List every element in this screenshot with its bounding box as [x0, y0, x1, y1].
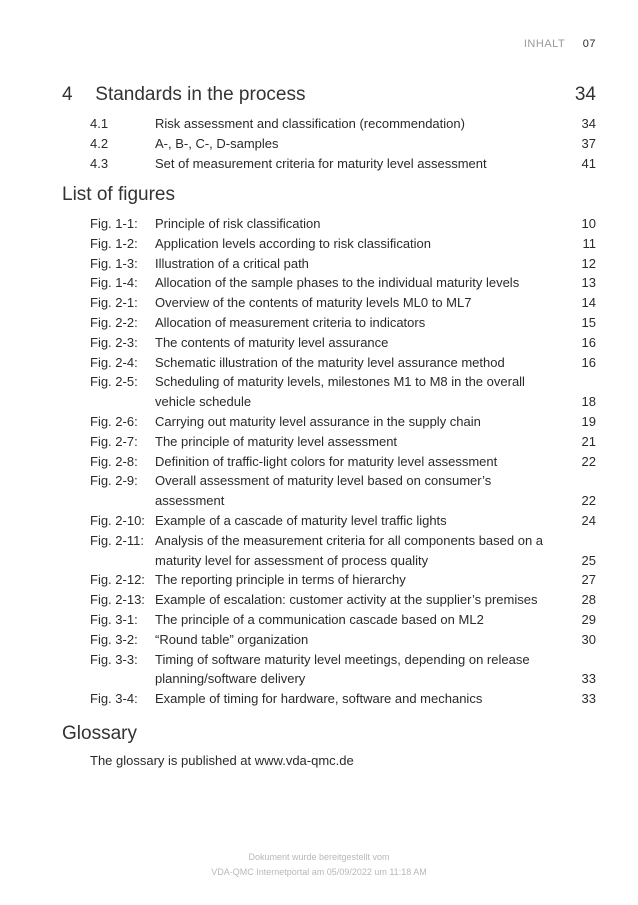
figure-entry[interactable] [90, 531, 596, 571]
figure-number: Fig. 1-3: [90, 255, 138, 271]
header-section-label: INHALT [523, 38, 566, 50]
figure-entry[interactable] [90, 650, 596, 690]
toc-section-entry[interactable] [90, 114, 596, 134]
figure-entry[interactable] [90, 214, 596, 234]
figure-title: The reporting principle in terms of hierarchy [155, 572, 406, 588]
glossary-text: The glossary is published at www.vda-qmc.de [90, 753, 354, 768]
figure-entry[interactable] [90, 353, 596, 373]
glossary-heading: Glossary [62, 723, 137, 744]
figure-page: 29 [581, 611, 596, 627]
list-of-figures-heading: List of figures [62, 184, 175, 205]
chapter-title: Standards in the process [95, 84, 306, 105]
figure-page: 33 [581, 691, 596, 707]
section-title: Risk assessment and classification (recommendation) [155, 116, 465, 131]
figure-page: 22 [581, 493, 596, 509]
figure-page: 16 [581, 354, 596, 370]
figure-number: Fig. 3-1: [90, 611, 138, 627]
figure-page: 19 [581, 413, 596, 429]
figure-entry[interactable] [90, 511, 596, 531]
figure-entry[interactable] [90, 610, 596, 630]
figure-number: Fig. 1-2: [90, 235, 138, 251]
figure-number: Fig. 2-4: [90, 354, 138, 370]
figure-number: Fig. 1-4: [90, 275, 138, 291]
figure-title: The contents of maturity level assurance [155, 334, 389, 350]
figure-number: Fig. 2-10: [90, 512, 145, 528]
toc-section-list [90, 114, 596, 174]
section-page: 34 [581, 116, 596, 131]
figure-page: 18 [581, 394, 596, 410]
figure-title: Analysis of the measurement criteria for all components based on a maturity level for assessment of process quality [155, 532, 544, 568]
figure-page: 10 [581, 216, 596, 231]
figure-number: Fig. 2-12: [90, 572, 145, 588]
figure-entry[interactable] [90, 254, 596, 274]
figure-title: “Round table” organization [155, 631, 309, 647]
figure-number: Fig. 2-3: [90, 334, 138, 350]
figure-page: 28 [581, 592, 596, 608]
figure-number: Fig. 2-13: [90, 592, 145, 608]
figure-title: Allocation of the sample phases to the individual maturity levels [155, 275, 520, 291]
footer-line-1: Dokument wurde bereitgestellt vom [248, 852, 390, 862]
figure-title: Carrying out maturity level assurance in the supply chain [155, 413, 481, 429]
figure-title: The principle of maturity level assessment [155, 433, 398, 449]
figure-page: 27 [581, 572, 596, 588]
figure-title: Example of timing for hardware, software and mechanics [155, 691, 483, 707]
figure-number: Fig. 3-2: [90, 631, 138, 647]
figure-entry[interactable] [90, 452, 596, 472]
figure-title: Scheduling of maturity levels, milestones M1 to M8 in the overall vehicle schedule [155, 374, 525, 410]
page-footer-watermark [0, 850, 638, 880]
figure-number: Fig. 2-8: [90, 453, 138, 469]
chapter-number: 4 [62, 84, 73, 105]
figure-title: Application levels according to risk classification [155, 235, 432, 251]
figure-number: Fig. 2-6: [90, 413, 138, 429]
figure-page: 14 [581, 295, 596, 311]
figure-page: 33 [581, 671, 596, 687]
figure-entry[interactable] [90, 234, 596, 254]
figure-number: Fig. 1-1: [90, 216, 138, 231]
page-header [524, 38, 596, 50]
figure-number: Fig. 2-2: [90, 314, 138, 330]
figure-number: Fig. 2-7: [90, 433, 138, 449]
figure-entry[interactable] [90, 471, 596, 511]
figure-page: 24 [581, 512, 596, 528]
figure-number: Fig. 2-9: [90, 473, 138, 489]
header-page-number: 07 [582, 38, 596, 50]
figure-title: Timing of software maturity level meetings, depending on release planning/software delivery [155, 651, 530, 687]
figure-entry[interactable] [90, 273, 596, 293]
figure-number: Fig. 2-5: [90, 374, 138, 390]
figure-page: 15 [581, 314, 596, 330]
section-title: A-, B-, C-, D-samples [155, 136, 279, 151]
section-page: 41 [581, 156, 596, 171]
figure-title: The principle of a communication cascade based on ML2 [155, 611, 484, 627]
figure-number: Fig. 3-3: [90, 651, 138, 667]
figure-entry[interactable] [90, 412, 596, 432]
figure-page: 25 [581, 552, 596, 568]
figure-title: Overall assessment of maturity level based on consumer’s assessment [155, 473, 492, 509]
figure-page: 13 [581, 275, 596, 291]
footer-line-2: VDA-QMC Internetportal am 05/09/2022 um 11:18 AM [211, 867, 427, 877]
figure-title: Example of escalation: customer activity at the supplier’s premises [155, 592, 538, 608]
section-number: 4.3 [90, 156, 109, 171]
toc-section-entry[interactable] [90, 134, 596, 154]
figure-entry[interactable] [90, 333, 596, 353]
figure-title: Schematic illustration of the maturity level assurance method [155, 354, 505, 370]
figure-number: Fig. 3-4: [90, 691, 138, 707]
figure-entry[interactable] [90, 432, 596, 452]
figure-page: 12 [581, 255, 596, 271]
figure-entry[interactable] [90, 689, 596, 709]
figure-page: 21 [581, 433, 596, 449]
section-number: 4.2 [90, 136, 109, 151]
figure-title: Definition of traffic-light colors for maturity level assessment [155, 453, 498, 469]
figure-number: Fig. 2-11: [90, 532, 144, 548]
figure-title: Illustration of a critical path [155, 255, 309, 271]
figure-title: Overview of the contents of maturity levels ML0 to ML7 [155, 295, 472, 311]
figure-entry[interactable] [90, 570, 596, 590]
figure-number: Fig. 2-1: [90, 295, 138, 311]
chapter-page: 34 [574, 84, 596, 105]
figure-list [90, 214, 596, 709]
figure-entry[interactable] [90, 293, 596, 313]
figure-title: Principle of risk classification [155, 216, 321, 231]
toc-chapter-entry[interactable] [62, 84, 596, 106]
figure-entry[interactable] [90, 590, 596, 610]
section-number: 4.1 [90, 116, 109, 131]
figure-title: Example of a cascade of maturity level traffic lights [155, 512, 447, 528]
toc-section-entry[interactable] [90, 154, 596, 174]
figure-page: 16 [581, 334, 596, 350]
figure-title: Allocation of measurement criteria to indicators [155, 314, 426, 330]
figure-page: 30 [581, 631, 596, 647]
section-page: 37 [581, 136, 596, 151]
figure-entry[interactable] [90, 372, 596, 412]
figure-page: 22 [581, 453, 596, 469]
section-title: Set of measurement criteria for maturity level assessment [155, 156, 487, 171]
figure-entry[interactable] [90, 313, 596, 333]
figure-entry[interactable] [90, 630, 596, 650]
figure-page: 11 [582, 235, 596, 251]
